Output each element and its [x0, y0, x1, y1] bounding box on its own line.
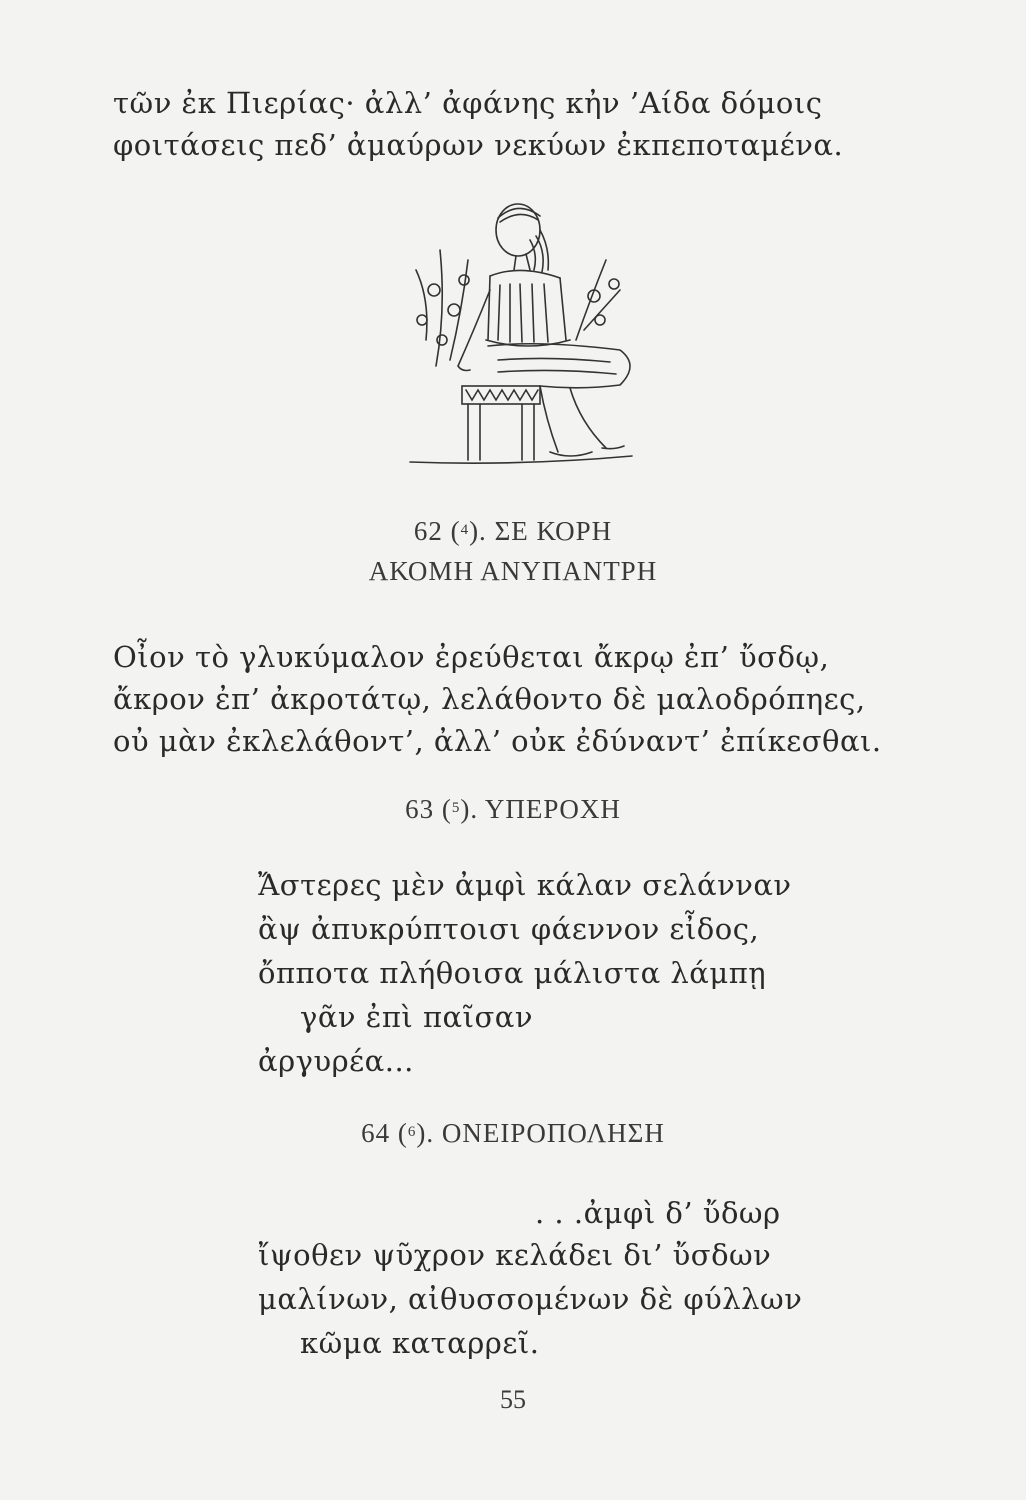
poem-62-note: 4	[460, 522, 470, 538]
poem-64-line-4: κῶμα καταρρεῖ.	[300, 1326, 540, 1360]
poem-63-line-4: γᾶν ἐπὶ παῖσαν	[300, 1000, 533, 1034]
poem-62-line-1: Οἶον τὸ γλυκύμαλον ἐρεύθεται ἄκρῳ ἐπ’ ὔσδῳ,	[113, 640, 830, 674]
seated-woman-illustration	[370, 190, 650, 490]
poem-62-title-line-1: ΣΕ ΚΟΡΗ	[494, 516, 613, 546]
poem-64-number: 64	[361, 1118, 391, 1148]
poem-63-title: ΥΠΕΡΟΧΗ	[484, 794, 621, 824]
poem-64-line-2: ἴψοθεν ψῦχρον κελάδει δι’ ὔσδων	[258, 1238, 772, 1272]
poem-64-note: 6	[407, 1124, 417, 1140]
poem-63-number: 63	[405, 794, 435, 824]
page-number: 55	[500, 1385, 526, 1414]
poem-62-number: 62	[413, 516, 443, 546]
poem-62-line-3: οὐ μὰν ἐκλελάθοντ’, ἀλλ’ οὐκ ἐδύναντ’ ἐπίκεσθαι.	[113, 724, 882, 758]
poem-63-note: 5	[451, 800, 461, 816]
poem-64-line-3: μαλίνων, αἰθυσσομένων δὲ φύλλων	[258, 1282, 803, 1316]
fragment-line-1: τῶν ἐκ Πιερίας· ἀλλ’ ἀφάνης κἠν ’Αίδα δόμοις	[113, 86, 823, 120]
poem-63-heading: 63 ($^5$). ΥΠΕΡΟΧΗ	[405, 794, 621, 824]
poem-63-line-2: ἂψ ἀπυκρύπτοισι φάεννον εἶδος,	[258, 912, 760, 946]
poem-63-line-1: Ἄστερες μὲν ἀμφὶ κάλαν σελάνναν	[258, 868, 792, 902]
fragment-line-2: φοιτάσεις πεδ’ ἀμαύρων νεκύων ἐκπεποταμένα.	[113, 128, 844, 162]
poem-63-line-3: ὄπποτα πλήθοισα μάλιστα λάμπῃ	[258, 956, 767, 990]
poem-64-heading: 64 ($^6$). ΟΝΕΙΡΟΠΟΛΗΣΗ	[361, 1118, 665, 1148]
poem-62-title-line-2: ΑΚΟΜΗ ΑΝΥΠΑΝΤΡΗ	[368, 556, 658, 586]
poem-62-line-2: ἄκρον ἐπ’ ἀκροτάτῳ, λελάθοντο δὲ μαλοδρόπηες,	[113, 682, 866, 716]
poem-63-line-5: ἀργυρέα...	[258, 1044, 414, 1078]
poem-62-heading: 62 ($^4$). ΣΕ ΚΟΡΗ	[413, 516, 613, 546]
poem-64-title: ΟΝΕΙΡΟΠΟΛΗΣΗ	[441, 1118, 665, 1148]
poem-64-line-1: . . .ἀμφὶ δ’ ὔδωρ	[535, 1196, 781, 1230]
